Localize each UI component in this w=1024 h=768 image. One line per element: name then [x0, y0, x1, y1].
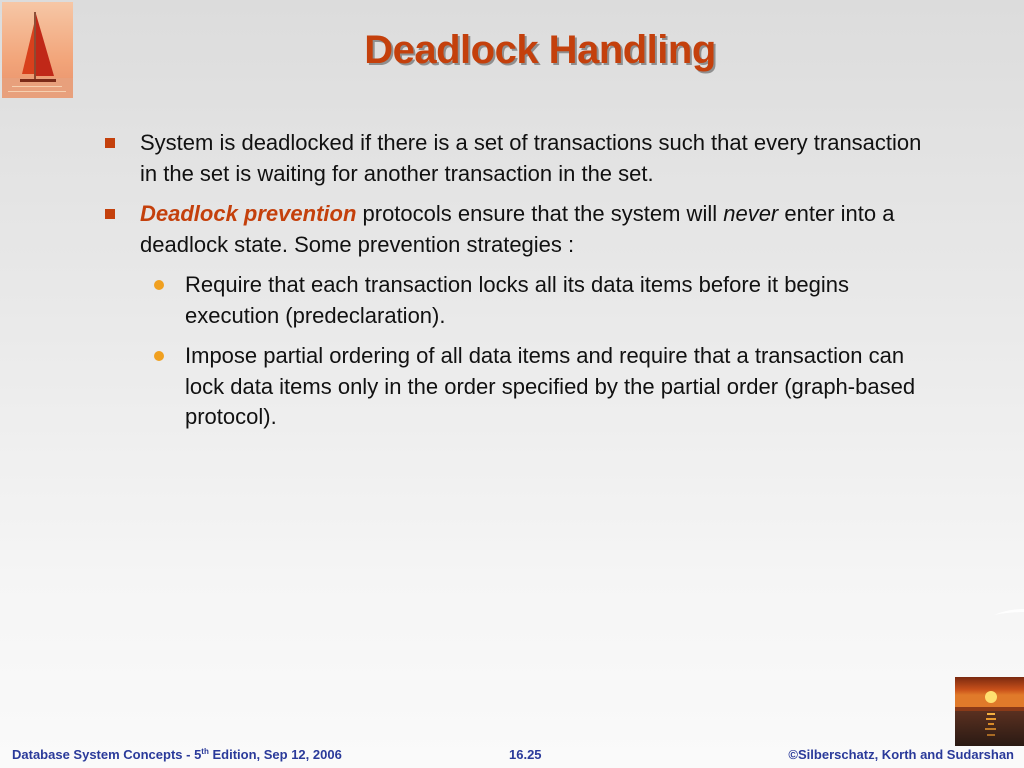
sub-bullet-item [105, 341, 935, 433]
emphasized-word: never [723, 201, 779, 226]
footer-edition-suffix: th [201, 747, 209, 756]
decorative-streak [994, 604, 1024, 614]
round-bullet-icon [154, 351, 164, 361]
slide-title: Deadlock Handling [364, 28, 716, 72]
footer [0, 744, 1024, 768]
copyright: ©Silberschatz, Korth and Sudarshan [788, 747, 1014, 762]
page-number: 16.25 [509, 747, 542, 762]
sunset-image [955, 677, 1024, 746]
sub-bullet-item [105, 270, 935, 331]
footer-edition-date: Edition, Sep 12, 2006 [208, 747, 342, 762]
sub-bullet-text: Require that each transaction locks all its data items before it begins execution (predeclaration). [185, 272, 850, 328]
square-bullet-icon [105, 209, 115, 219]
bullet-text: protocols ensure that the system will [356, 201, 724, 226]
footer-book-edition [12, 747, 342, 762]
bullet-item [105, 199, 935, 260]
bullet-text: enter into a deadlock state. Some prevention strategies : [140, 201, 895, 257]
footer-book-title: Database System Concepts - 5 [12, 747, 202, 762]
bullet-list [105, 128, 935, 443]
bullet-item [105, 128, 935, 189]
emphasized-term: Deadlock prevention [140, 201, 357, 226]
sub-bullet-text: Impose partial ordering of all data items and require that a transaction can lock data items only in the order specified by the partial order (graph-based protocol). [185, 343, 916, 429]
square-bullet-icon [105, 138, 115, 148]
bullet-text: System is deadlocked if there is a set of transactions such that every transaction in the set is waiting for another transaction in the set. [140, 130, 922, 186]
round-bullet-icon [154, 280, 164, 290]
